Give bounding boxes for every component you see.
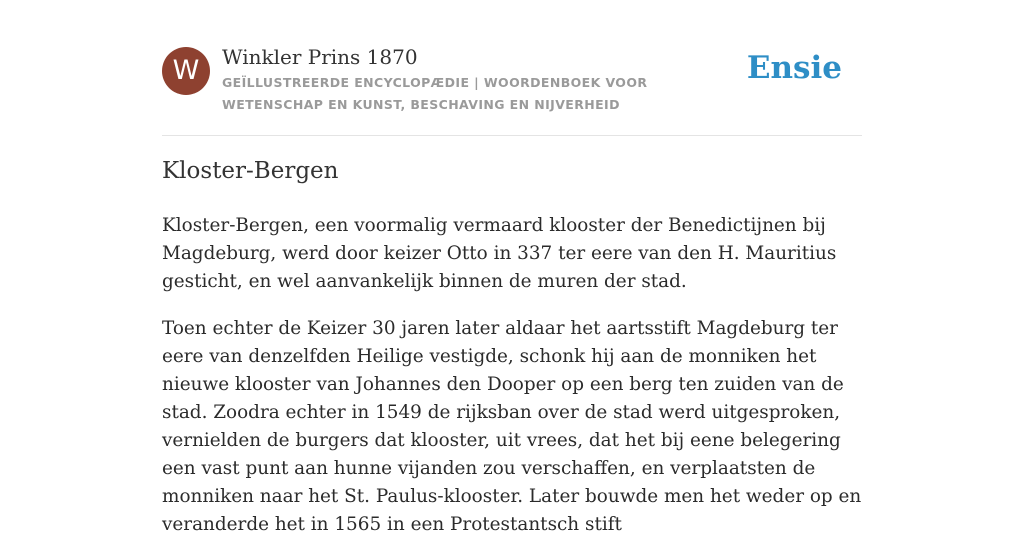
article-paragraph: Kloster-Bergen, een voormalig vermaard klooster der Benedictijnen bij Magdeburg, werd door keizer Otto in 337 ter eere van den H. Mauritius gesticht, en wel aanvankelijk binnen de muren der stad. (162, 215, 837, 292)
source-title[interactable]: Winkler Prins 1870 (222, 45, 418, 69)
avatar[interactable]: W (162, 47, 210, 95)
ensie-logo[interactable]: Ensie (746, 50, 842, 86)
source-header (162, 0, 862, 136)
source-subtitle: GEÏLLUSTREERDE ENCYCLOPÆDIE | WOORDENBOEK VOOR WETENSCHAP EN KUNST, BESCHAVING EN NIJVERHEID (222, 75, 648, 112)
article-title: Kloster-Bergen (162, 158, 339, 184)
article-paragraph: Toen echter de Keizer 30 jaren later aldaar het aartsstift Magdeburg ter eere van denzelfden Heilige vestigde, schonk hij aan de monniken het nieuwe klooster van Johannes den Dooper op een berg ten zuiden van de stad. Zoodra echter in 1549 de rijksban over de stad werd uitgesproken, vernielden de burgers dat klooster, uit vrees, dat het bij eene belegering een vast punt aan hunne vijanden zou verschaffen, en verplaatsten de monniken naar het St. Paulus-klooster. Later bouwde men het weder op en veranderde het in 1565 in een Protestantsch stift (162, 318, 862, 535)
page-container (162, 0, 862, 535)
article-body (162, 212, 862, 558)
